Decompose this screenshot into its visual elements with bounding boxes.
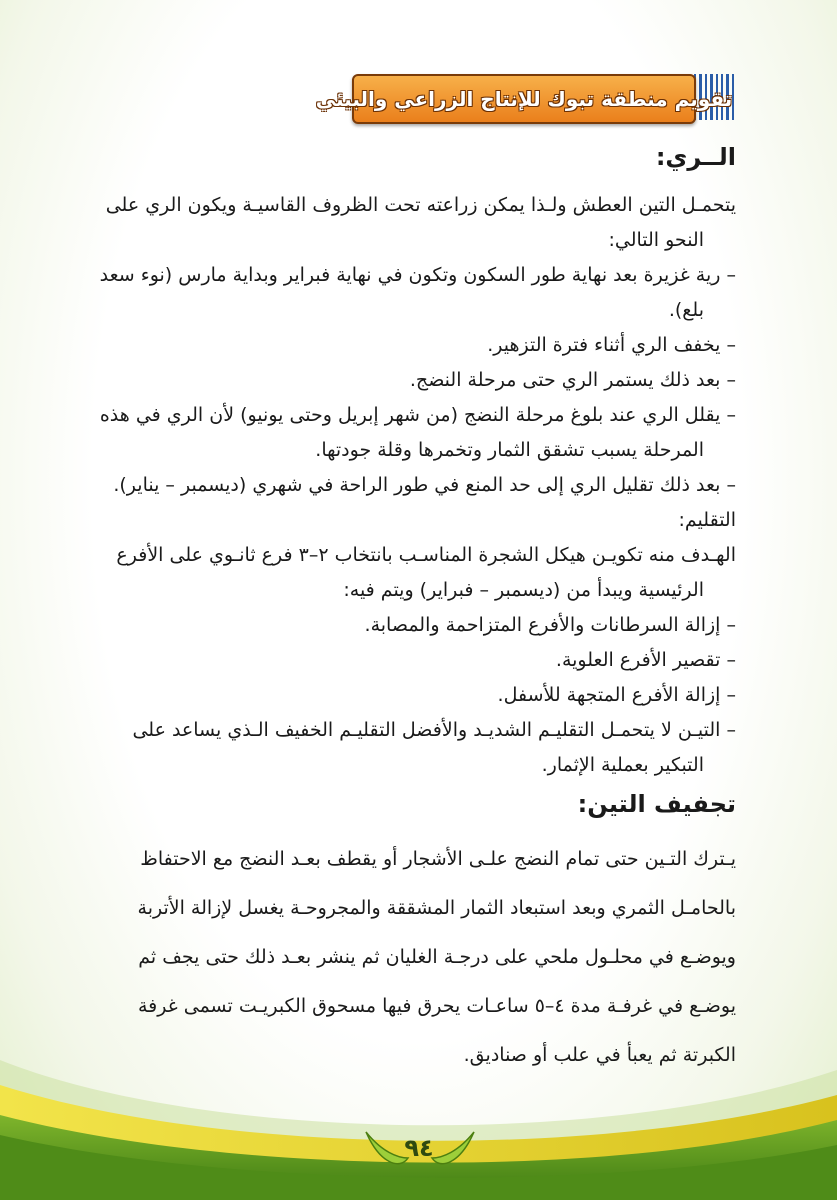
text-line: الهـدف منه تكويـن هيكل الشجرة المناسـب بانتخاب ٢–٣ فرع ثانـوي على الأفرع: [116, 544, 736, 566]
text-line: – تقصير الأفرع العلوية.: [555, 649, 736, 671]
text-line: التبكير بعملية الإثمار.: [541, 754, 704, 776]
text-line: يـترك التـين حتى تمام النضج علـى الأشجار أو يقطف بعـد النضج مع الاحتفاظ: [140, 848, 736, 870]
text-line: يتحمـل التين العطش ولـذا يمكن زراعته تحت الظروف القاسيـة ويكون الري على: [105, 194, 736, 216]
text-line: – يقلل الري عند بلوغ مرحلة النضج (من شهر إبريل وحتى يونيو) لأن الري في هذه: [99, 404, 736, 426]
text-line: – بعد ذلك يستمر الري حتى مرحلة النضج.: [409, 369, 736, 391]
text-line: – إزالة الأفرع المتجهة للأسفل.: [497, 684, 736, 706]
text-line: الرئيسية ويبدأ من (ديسمبر – فبراير) ويتم فيه:: [343, 579, 704, 601]
text-line: – يخفف الري أثناء فترة التزهير.: [487, 334, 736, 356]
section-fig-drying: [96, 787, 736, 1080]
section-irrigation: [96, 140, 736, 783]
text-line: النحو التالي:: [608, 229, 704, 251]
text-line: يوضـع في غرفـة مدة ٤–٥ ساعـات يحرق فيها مسحوق الكبريـت تسمى غرفة: [138, 995, 736, 1017]
text-line: – التيـن لا يتحمـل التقليـم الشديـد والأفضل التقليـم الخفيف الـذي يساعد على: [132, 719, 736, 741]
header-title: تقويم منطقة تبوك للإنتاج الزراعي والبيئي: [315, 87, 733, 111]
text-line: بالحامـل الثمري وبعد استبعاد الثمار المشققة والمجروحـة يغسل لإزالة الأتربة: [137, 897, 736, 919]
page-number: ٩٤: [404, 1134, 434, 1162]
text-line: – إزالة السرطانات والأفرع المتزاحمة والمصابة.: [364, 614, 736, 636]
text-line: الكبرتة ثم يعبأ في علب أو صناديق.: [463, 1044, 736, 1066]
section-title: تجفيف التين:: [577, 790, 736, 818]
document-body: [96, 140, 736, 1080]
text-line: التقليم:: [678, 509, 736, 531]
text-line: – بعد ذلك تقليل الري إلى حد المنع في طور الراحة في شهري (ديسمبر – يناير).: [113, 474, 736, 496]
text-line: ويوضـع في محلـول ملحي على درجـة الغليان ثم ينشر بعـد ذلك حتى يجف ثم: [138, 946, 736, 968]
text-line: المرحلة يسبب تشقق الثمار وتخمرها وقلة جودتها.: [315, 439, 704, 461]
section-title: الــري:: [655, 143, 736, 171]
text-line: بلع).: [668, 299, 704, 321]
text-line: – رية غزيرة بعد نهاية طور السكون وتكون في نهاية فبراير وبداية مارس (نوء سعد: [99, 264, 736, 286]
header-banner: [315, 74, 733, 124]
